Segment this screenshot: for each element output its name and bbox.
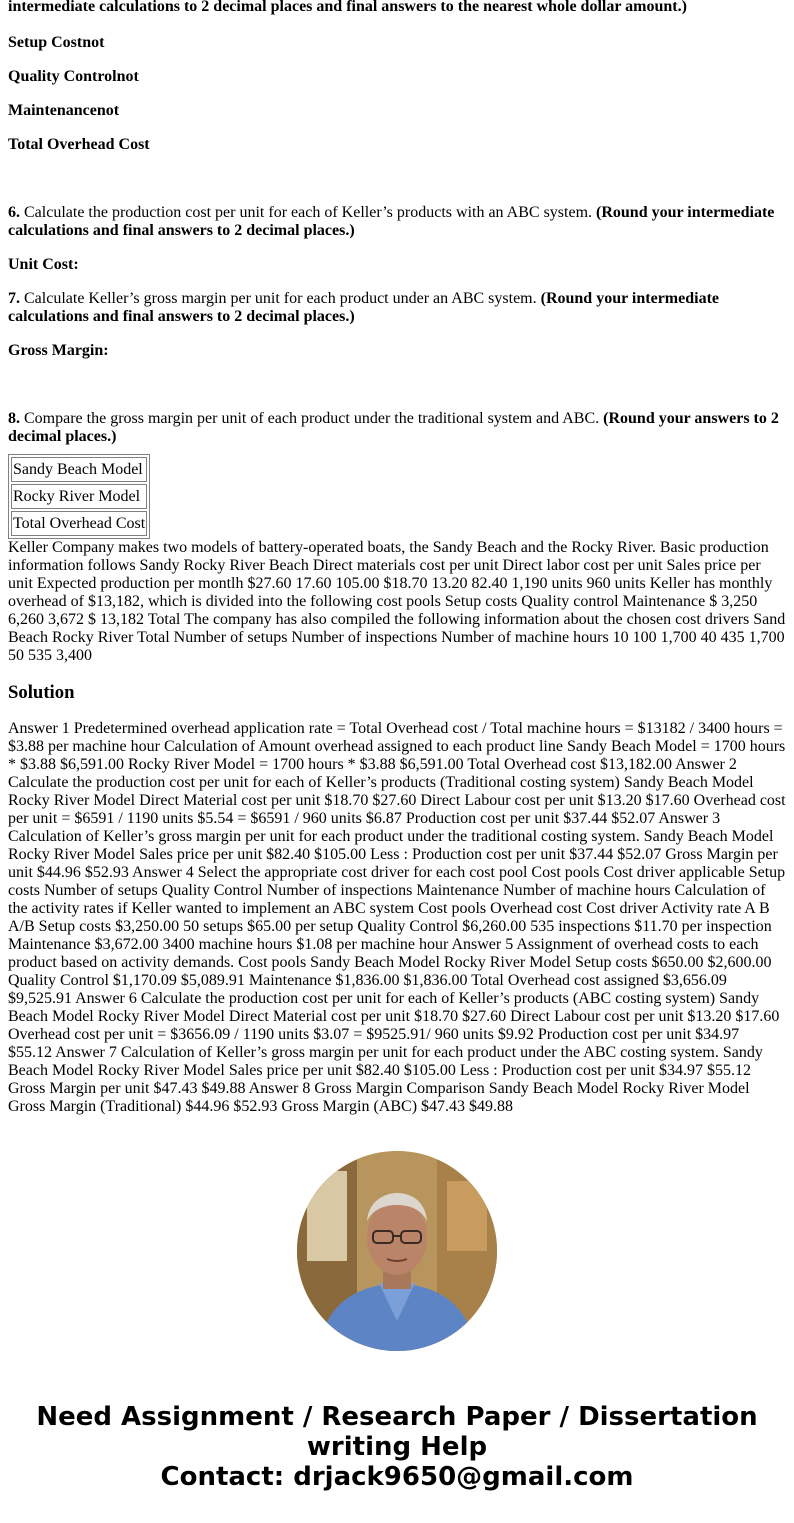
instruction-cutoff: intermediate calculations to 2 decimal places and final answers to the nearest whole dollar amount.) <box>8 0 687 15</box>
question-6-note: (Round your intermediate calculations and final answers to 2 decimal places.) <box>8 204 775 239</box>
overhead-label-total: Total Overhead Cost <box>8 136 150 153</box>
question-8-text: Compare the gross margin per unit of each product under the traditional system and ABC. <box>20 410 604 427</box>
question-7 <box>8 290 786 326</box>
question-7-note: (Round your intermediate calculations and final answers to 2 decimal places.) <box>8 290 719 325</box>
author-photo <box>297 1151 497 1351</box>
question-7-number: 7. <box>8 290 20 307</box>
table-row <box>11 511 147 536</box>
question-8-note: (Round your answers to 2 decimal places.) <box>8 410 779 445</box>
blank-line <box>8 170 786 188</box>
footer-line-2: writing Help <box>306 1432 488 1462</box>
overhead-label-setup: Setup Costnot <box>8 34 105 51</box>
question-6-number: 6. <box>8 204 20 221</box>
footer-line-1: Need Assignment / Research Paper / Dissertation <box>36 1402 758 1432</box>
table-cell: Total Overhead Cost <box>11 511 147 536</box>
question-6-text: Calculate the production cost per unit for each of Keller’s products with an ABC system. <box>20 204 597 221</box>
portrait-illustration <box>297 1151 497 1351</box>
table-cell: Rocky River Model <box>11 484 147 509</box>
promo-footer <box>0 1402 794 1492</box>
question-6 <box>8 204 786 240</box>
solution-text: Answer 1 Predetermined overhead application rate = Total Overhead cost / Total machine hours = $13182 / 3400 hours = $3.88 per machine hour Calculation of Amount overhead assigned to each product line Sandy Beach Model = 1700 hours * $3.88 $6,591.00 Rocky River Model = 1700 hours * $3.88 $6,591.00 Total Overhead cost $13,182.00 Answer 2 Calculate the production cost per unit for each of Keller’s products (Traditional costing system) Sandy Beach Model Rocky River Model Direct Material cost per unit $18.70 $27.60 Direct Labour cost per unit $13.20 $17.60 Overhead cost per unit = $6591 / 1190 units $5.54 = $6591 / 960 units $6.87 Production cost per unit $37.44 $52.07 Answer 3 Calculation of Keller’s gross margin per unit for each product under the traditional costing system. Sandy Beach Model Rocky River Model Sales price per unit $82.40 $105.00 Less : Production cost per unit $37.44 $52.07 Gross Margin per unit $44.96 $52.93 Answer 4 Select the appropriate cost driver for each cost pool Cost pools Cost driver applicable Setup costs Number of setups Quality Control Number of inspections Maintenance Number of machine hours Calculation of the activity rates if Keller wanted to implement an ABC system Cost pools Overhead cost Cost driver Activity rate A B A/B Setup costs $3,250.00 50 setups $65.00 per setup Quality Control $6,260.00 535 inspections $11.70 per inspection Maintenance $3,672.00 3400 machine hours $1.08 per machine hour Answer 5 Assignment of overhead costs to each product based on activity demands. Cost pools Sandy Beach Model Rocky River Model Setup costs $650.00 $2,600.00 Quality Control $1,170.09 $5,089.91 Maintenance $1,836.00 $1,836.00 Total Overhead cost assigned $3,656.09 $9,525.91 Answer 6 Calculate the production cost per unit for each of Keller’s products (ABC costing system) Sandy Beach Model Rocky River Model Direct Material cost per unit $18.70 $27.60 Direct Labour cost per unit $13.20 $17.60 Overhead cost per unit = $3656.09 / 1190 units $3.07 = $9525.91/ 960 units $9.92 Production cost per unit $34.97 $55.12 Answer 7 Calculation of Keller’s gross margin per unit for each product under the ABC costing system. Sandy Beach Model Rocky River Model Sales price per unit $82.40 $105.00 Less : Production cost per unit $34.97 $55.12 Gross Margin per unit $47.43 $49.88 Answer 8 Gross Margin Comparison Sandy Beach Model Rocky River Model Gross Margin (Traditional) $44.96 $52.93 Gross Margin (ABC) $47.43 $49.88 <box>8 720 786 1115</box>
comparison-table <box>8 454 150 539</box>
problem-statement: Keller Company makes two models of battery-operated boats, the Sandy Beach and the Rocky River. Basic production information follows Sandy Rocky River Beach Direct materials cost per unit Direct labor cost per unit Sales price per unit Expected production per montlh $27.60 17.60 105.00 $18.70 13.20 82.40 1,190 units 960 units Keller has monthly overhead of $13,182, which is divided into the following cost pools Setup costs Quality control Maintenance $ 3,250 6,260 3,672 $ 13,182 Total The company has also compiled the following information about the chosen cost drivers Sand Beach Rocky River Total Number of setups Number of inspections Number of machine hours 10 100 1,700 40 435 1,700 50 535 3,400 <box>8 539 786 664</box>
question-8 <box>8 410 786 446</box>
table-cell: Sandy Beach Model <box>11 457 147 482</box>
unit-cost-label: Unit Cost: <box>8 256 79 273</box>
table-row <box>11 457 147 482</box>
question-7-text: Calculate Keller’s gross margin per unit for each product under an ABC system. <box>20 290 541 307</box>
overhead-label-maintenance: Maintenancenot <box>8 102 120 119</box>
overhead-label-quality: Quality Controlnot <box>8 68 139 85</box>
table-row <box>11 484 147 509</box>
solution-heading: Solution <box>8 682 75 703</box>
gross-margin-label: Gross Margin: <box>8 342 109 359</box>
footer-contact: Contact: drjack9650@gmail.com <box>160 1462 634 1492</box>
blank-line <box>8 376 786 394</box>
question-8-number: 8. <box>8 410 20 427</box>
